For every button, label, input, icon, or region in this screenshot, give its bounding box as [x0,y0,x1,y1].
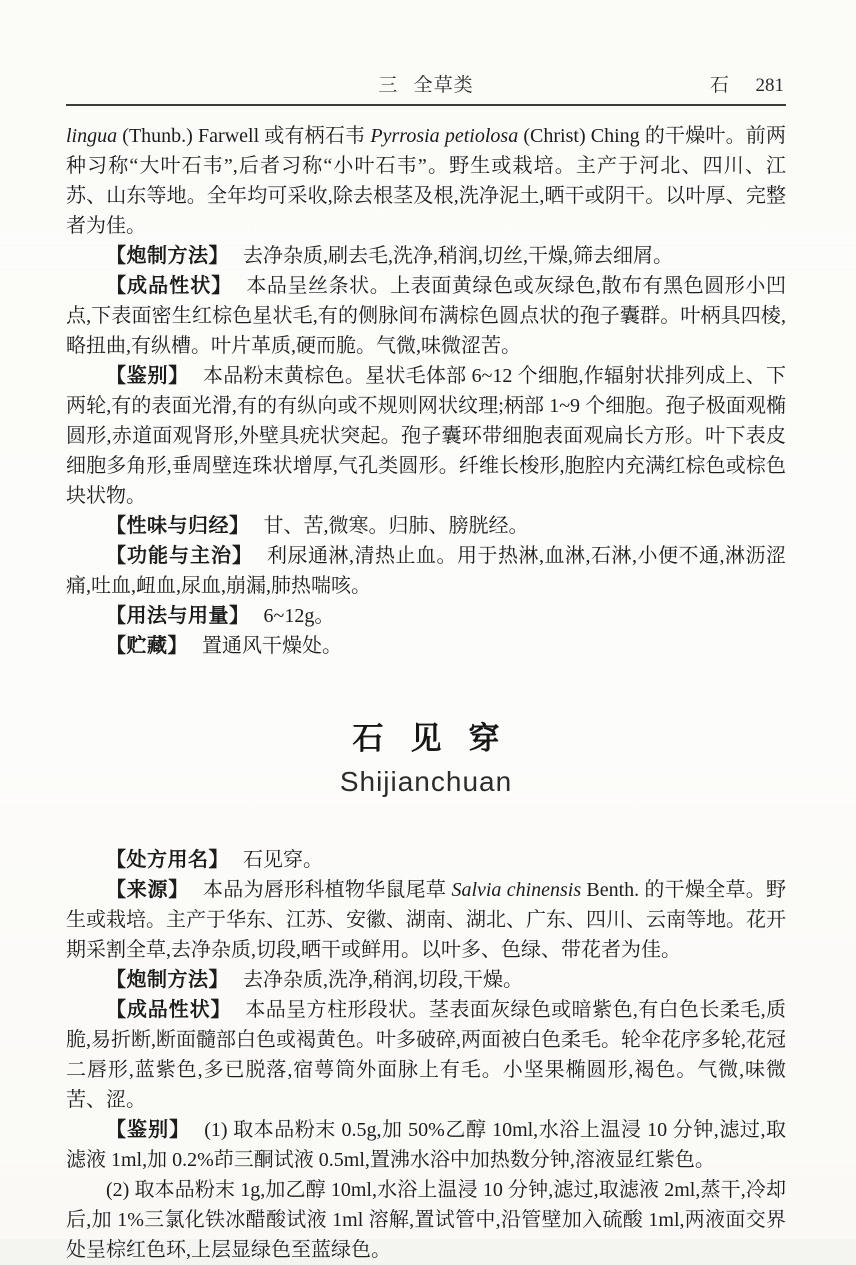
entry-characteristics [66,995,786,1115]
head-rule [66,104,786,106]
entry-dosage [66,601,786,631]
entry-text: (2) 取本品粉末 1g,加乙醇 10ml,水浴上温浸 10 分钟,滤过,取滤液 2ml,蒸干,冷却后,加 1%三氯化铁冰醋酸试液 1ml 溶解,置试管中,沿管壁加入硫酸 1ml,两液面交界处呈棕红色环,上层显绿色至蓝绿色。 [66,1179,786,1261]
monograph-shiwei [66,121,786,661]
entry-text: 去净杂质,洗净,稍润,切段,干燥。 [243,969,523,991]
entry-label: 【成品性状】 [106,999,232,1021]
entry-taste-meridian [66,511,786,541]
entry-text: 甘、苦,微寒。归肺、膀胱经。 [263,515,529,537]
entry-identification [66,361,786,511]
entry-prescription-name [66,845,786,875]
paragraph-continuation [66,121,786,241]
entry-label: 【用法与用量】 [106,605,250,627]
entry-text: 置通风干燥处。 [202,635,342,657]
entry-text: 本品粉末黄棕色。星状毛体部 6~12 个细胞,作辐射状排列成上、下两轮,有的表面光滑,有的有纵向或不规则网状纹理;柄部 1~9 个细胞。孢子极面观椭圆形,赤道面观肾形,外壁具疣状突起。孢子囊环带细胞表面观扁长方形。叶下表皮细胞多角形,垂周壁连珠状增厚,气孔类圆形。纤维长梭形,胞腔内充满红棕色或棕色块状物。 [66,365,787,507]
entry-processing [66,965,786,995]
page-number: 281 [755,75,784,96]
entry-label: 【炮制方法】 [106,969,229,991]
monograph-shijianchuan [66,845,786,1265]
entry-text: 6~12g。 [263,605,335,627]
entry-processing [66,241,786,271]
entry-label: 【来源】 [106,879,190,901]
entry-text: (1) 取本品粉末 0.5g,加 50%乙醇 10ml,水浴上温浸 10 分钟,滤过,取滤液 1ml,加 0.2%茚三酮试液 0.5ml,置沸水浴中加热数分钟,溶液显红紫色。 [66,1119,787,1171]
continuation-text: lingua (Thunb.) Farwell 或有柄石韦 Pyrrosia petiolosa (Christ) Ching 的干燥叶。前两种习称“大叶石韦”,后者习称“小叶石韦”。野生或栽培。主产于河北、四川、江苏、山东等地。全年均可采收,除去根茎及根,洗净泥土,晒干或阴干。以叶厚、完整者为佳。 [66,125,786,237]
entry-text: 本品为唇形科植物华鼠尾草 Salvia chinensis Benth. 的干燥全草。野生或栽培。主产于华东、江苏、安徽、湖南、湖北、广东、四川、云南等地。花开期采割全草,去净杂质,切段,晒干或鲜用。以叶多、色绿、带花者为佳。 [66,879,786,961]
monograph-title-block [66,719,786,799]
entry-source [66,875,786,965]
entry-text: 利尿通淋,清热止血。用于热淋,血淋,石淋,小便不通,淋沥涩痛,吐血,衄血,尿血,崩漏,肺热喘咳。 [66,545,786,597]
entry-identification-1 [66,1115,786,1175]
entry-label: 【处方用名】 [106,849,229,871]
entry-label: 【性味与归经】 [106,515,250,537]
entry-label: 【炮制方法】 [106,245,229,267]
index-char: 石 [709,75,729,96]
entry-label: 【成品性状】 [106,275,233,297]
entry-function-indication [66,541,786,601]
monograph-title: 石见穿 [352,721,527,756]
entry-label: 【贮藏】 [106,635,188,657]
chapter-number: 三 [378,75,399,96]
entry-label: 【鉴别】 [106,1119,191,1141]
entry-identification-2 [66,1175,786,1265]
chapter-category: 全草类 [413,75,474,96]
running-head-section [66,70,786,97]
entry-text: 去净杂质,刷去毛,洗净,稍润,切丝,干燥,筛去细屑。 [243,245,673,267]
entry-text: 石见穿。 [243,849,323,871]
entry-text: 本品呈方柱形段状。茎表面灰绿色或暗紫色,有白色长柔毛,质脆,易折断,断面髓部白色或褐黄色。叶多破碎,两面被白色柔毛。轮伞花序多轮,花冠二唇形,蓝紫色,多已脱落,宿萼筒外面脉上有毛。小坚果椭圆形,褐色。气微,味微苦、涩。 [66,999,787,1111]
entry-storage [66,631,786,661]
entry-label: 【功能与主治】 [106,545,253,567]
entry-text: 本品呈丝条状。上表面黄绿色或灰绿色,散布有黑色圆形小凹点,下表面密生红棕色星状毛,有的侧脉间布满棕色圆点状的孢子囊群。叶柄具四棱,略扭曲,有纵槽。叶片革质,硬而脆。气微,味微涩苦。 [66,275,786,357]
running-head-folio [710,70,784,97]
entry-label: 【鉴别】 [106,365,190,387]
entry-characteristics [66,271,786,361]
running-head [66,70,786,94]
monograph-pinyin: Shijianchuan [339,766,513,797]
